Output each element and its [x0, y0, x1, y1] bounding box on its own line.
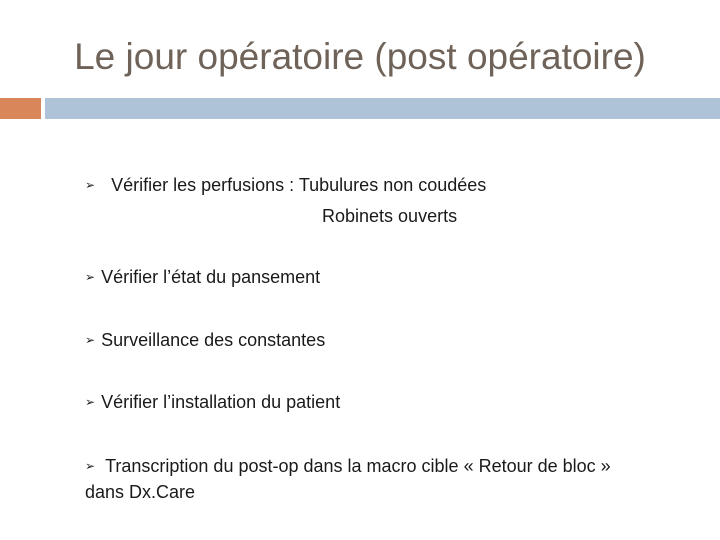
accent-bar-blue [45, 98, 720, 119]
bullet-text: Vérifier l’installation du patient [101, 392, 341, 412]
bullet-text: Vérifier l’état du pansement [101, 267, 321, 287]
bullet-item-pansement [85, 267, 320, 288]
bullet-continuation: Robinets ouverts [322, 206, 458, 226]
arrow-right-bullet-icon: ➢ [85, 395, 96, 409]
arrow-right-bullet-icon: ➢ [85, 178, 96, 192]
bullet-item-perfusions [85, 175, 486, 196]
arrow-right-bullet-icon: ➢ [85, 270, 96, 284]
slide-title: Le jour opératoire (post opératoire) [74, 36, 646, 77]
accent-bar-orange [0, 98, 41, 119]
bullet-item-transcription [85, 453, 645, 505]
arrow-right-bullet-icon: ➢ [85, 459, 96, 473]
bullet-text: Transcription du post-op dans la macro cible « Retour de bloc » dans Dx.Care [85, 456, 611, 502]
bullet-item-constantes [85, 330, 325, 351]
bullet-text: Vérifier les perfusions : Tubulures non coudées [111, 175, 487, 195]
arrow-right-bullet-icon: ➢ [85, 333, 96, 347]
bullet-text: Surveillance des constantes [101, 330, 326, 350]
bullet-item-installation [85, 392, 340, 413]
